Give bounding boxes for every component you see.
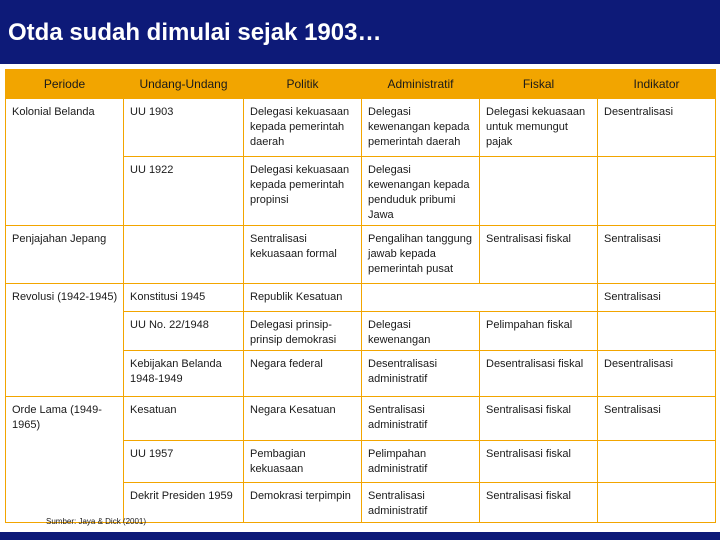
cell-fiskal: Sentralisasi fiskal	[480, 441, 598, 483]
cell-indikator	[598, 483, 716, 523]
cell-undang-undang: UU No. 22/1948	[124, 312, 244, 351]
cell-administratif-fiskal	[362, 284, 598, 312]
cell-administratif: Delegasi kewenangan kepada penduduk pribumi Jawa	[362, 157, 480, 226]
cell-politik: Delegasi prinsip-prinsip demokrasi	[244, 312, 362, 351]
header-undang-undang: Undang-Undang	[124, 70, 244, 99]
cell-periode: Penjajahan Jepang	[6, 226, 124, 284]
table-row	[6, 284, 716, 312]
cell-politik: Pembagian kekuasaan	[244, 441, 362, 483]
title-bar	[0, 0, 720, 64]
cell-politik: Republik Kesatuan	[244, 284, 362, 312]
cell-fiskal: Sentralisasi fiskal	[480, 397, 598, 441]
cell-periode: Orde Lama (1949-1965)	[6, 397, 124, 523]
cell-undang-undang: UU 1922	[124, 157, 244, 226]
slide-title: Otda sudah dimulai sejak 1903…	[8, 19, 382, 46]
bottom-strip	[0, 532, 720, 540]
cell-politik: Negara Kesatuan	[244, 397, 362, 441]
cell-indikator: Desentralisasi	[598, 351, 716, 397]
header-politik: Politik	[244, 70, 362, 99]
cell-fiskal: Delegasi kekuasaan untuk memungut pajak	[480, 99, 598, 157]
cell-undang-undang: UU 1903	[124, 99, 244, 157]
cell-undang-undang: UU 1957	[124, 441, 244, 483]
cell-undang-undang: Konstitusi 1945	[124, 284, 244, 312]
cell-administratif: Pelimpahan administratif	[362, 441, 480, 483]
cell-undang-undang: Kesatuan	[124, 397, 244, 441]
cell-indikator	[598, 157, 716, 226]
cell-administratif: Sentralisasi administratif	[362, 483, 480, 523]
cell-undang-undang: Kebijakan Belanda 1948-1949	[124, 351, 244, 397]
cell-politik: Sentralisasi kekuasaan formal	[244, 226, 362, 284]
cell-fiskal: Sentralisasi fiskal	[480, 483, 598, 523]
cell-undang-undang	[124, 226, 244, 284]
table-row	[6, 397, 716, 441]
cell-administratif: Delegasi kewenangan kepada pemerintah daerah	[362, 99, 480, 157]
cell-politik: Delegasi kekuasaan kepada pemerintah propinsi	[244, 157, 362, 226]
header-fiskal: Fiskal	[480, 70, 598, 99]
source-note: Sumber: Jaya & Dick (2001)	[46, 517, 147, 526]
cell-indikator	[598, 441, 716, 483]
cell-administratif: Pengalihan tanggung jawab kepada pemerintah pusat	[362, 226, 480, 284]
header-periode: Periode	[6, 70, 124, 99]
cell-administratif: Desentralisasi administratif	[362, 351, 480, 397]
cell-fiskal	[480, 157, 598, 226]
cell-indikator: Sentralisasi	[598, 284, 716, 312]
cell-fiskal: Sentralisasi fiskal	[480, 226, 598, 284]
cell-indikator	[598, 312, 716, 351]
cell-fiskal: Desentralisasi fiskal	[480, 351, 598, 397]
header-administratif: Administratif	[362, 70, 480, 99]
cell-fiskal: Pelimpahan fiskal	[480, 312, 598, 351]
table-header-row	[6, 70, 716, 99]
decentralization-history-table	[5, 69, 716, 523]
cell-politik: Negara federal	[244, 351, 362, 397]
cell-administratif: Sentralisasi administratif	[362, 397, 480, 441]
cell-administratif: Delegasi kewenangan	[362, 312, 480, 351]
cell-indikator: Sentralisasi	[598, 397, 716, 441]
cell-politik: Demokrasi terpimpin	[244, 483, 362, 523]
cell-politik: Delegasi kekuasaan kepada pemerintah daerah	[244, 99, 362, 157]
cell-periode: Kolonial Belanda	[6, 99, 124, 226]
header-indikator: Indikator	[598, 70, 716, 99]
cell-periode: Revolusi (1942-1945)	[6, 284, 124, 397]
table-row	[6, 99, 716, 157]
cell-indikator: Desentralisasi	[598, 99, 716, 157]
cell-undang-undang: Dekrit Presiden 1959	[124, 483, 244, 523]
table-row	[6, 226, 716, 284]
cell-indikator: Sentralisasi	[598, 226, 716, 284]
